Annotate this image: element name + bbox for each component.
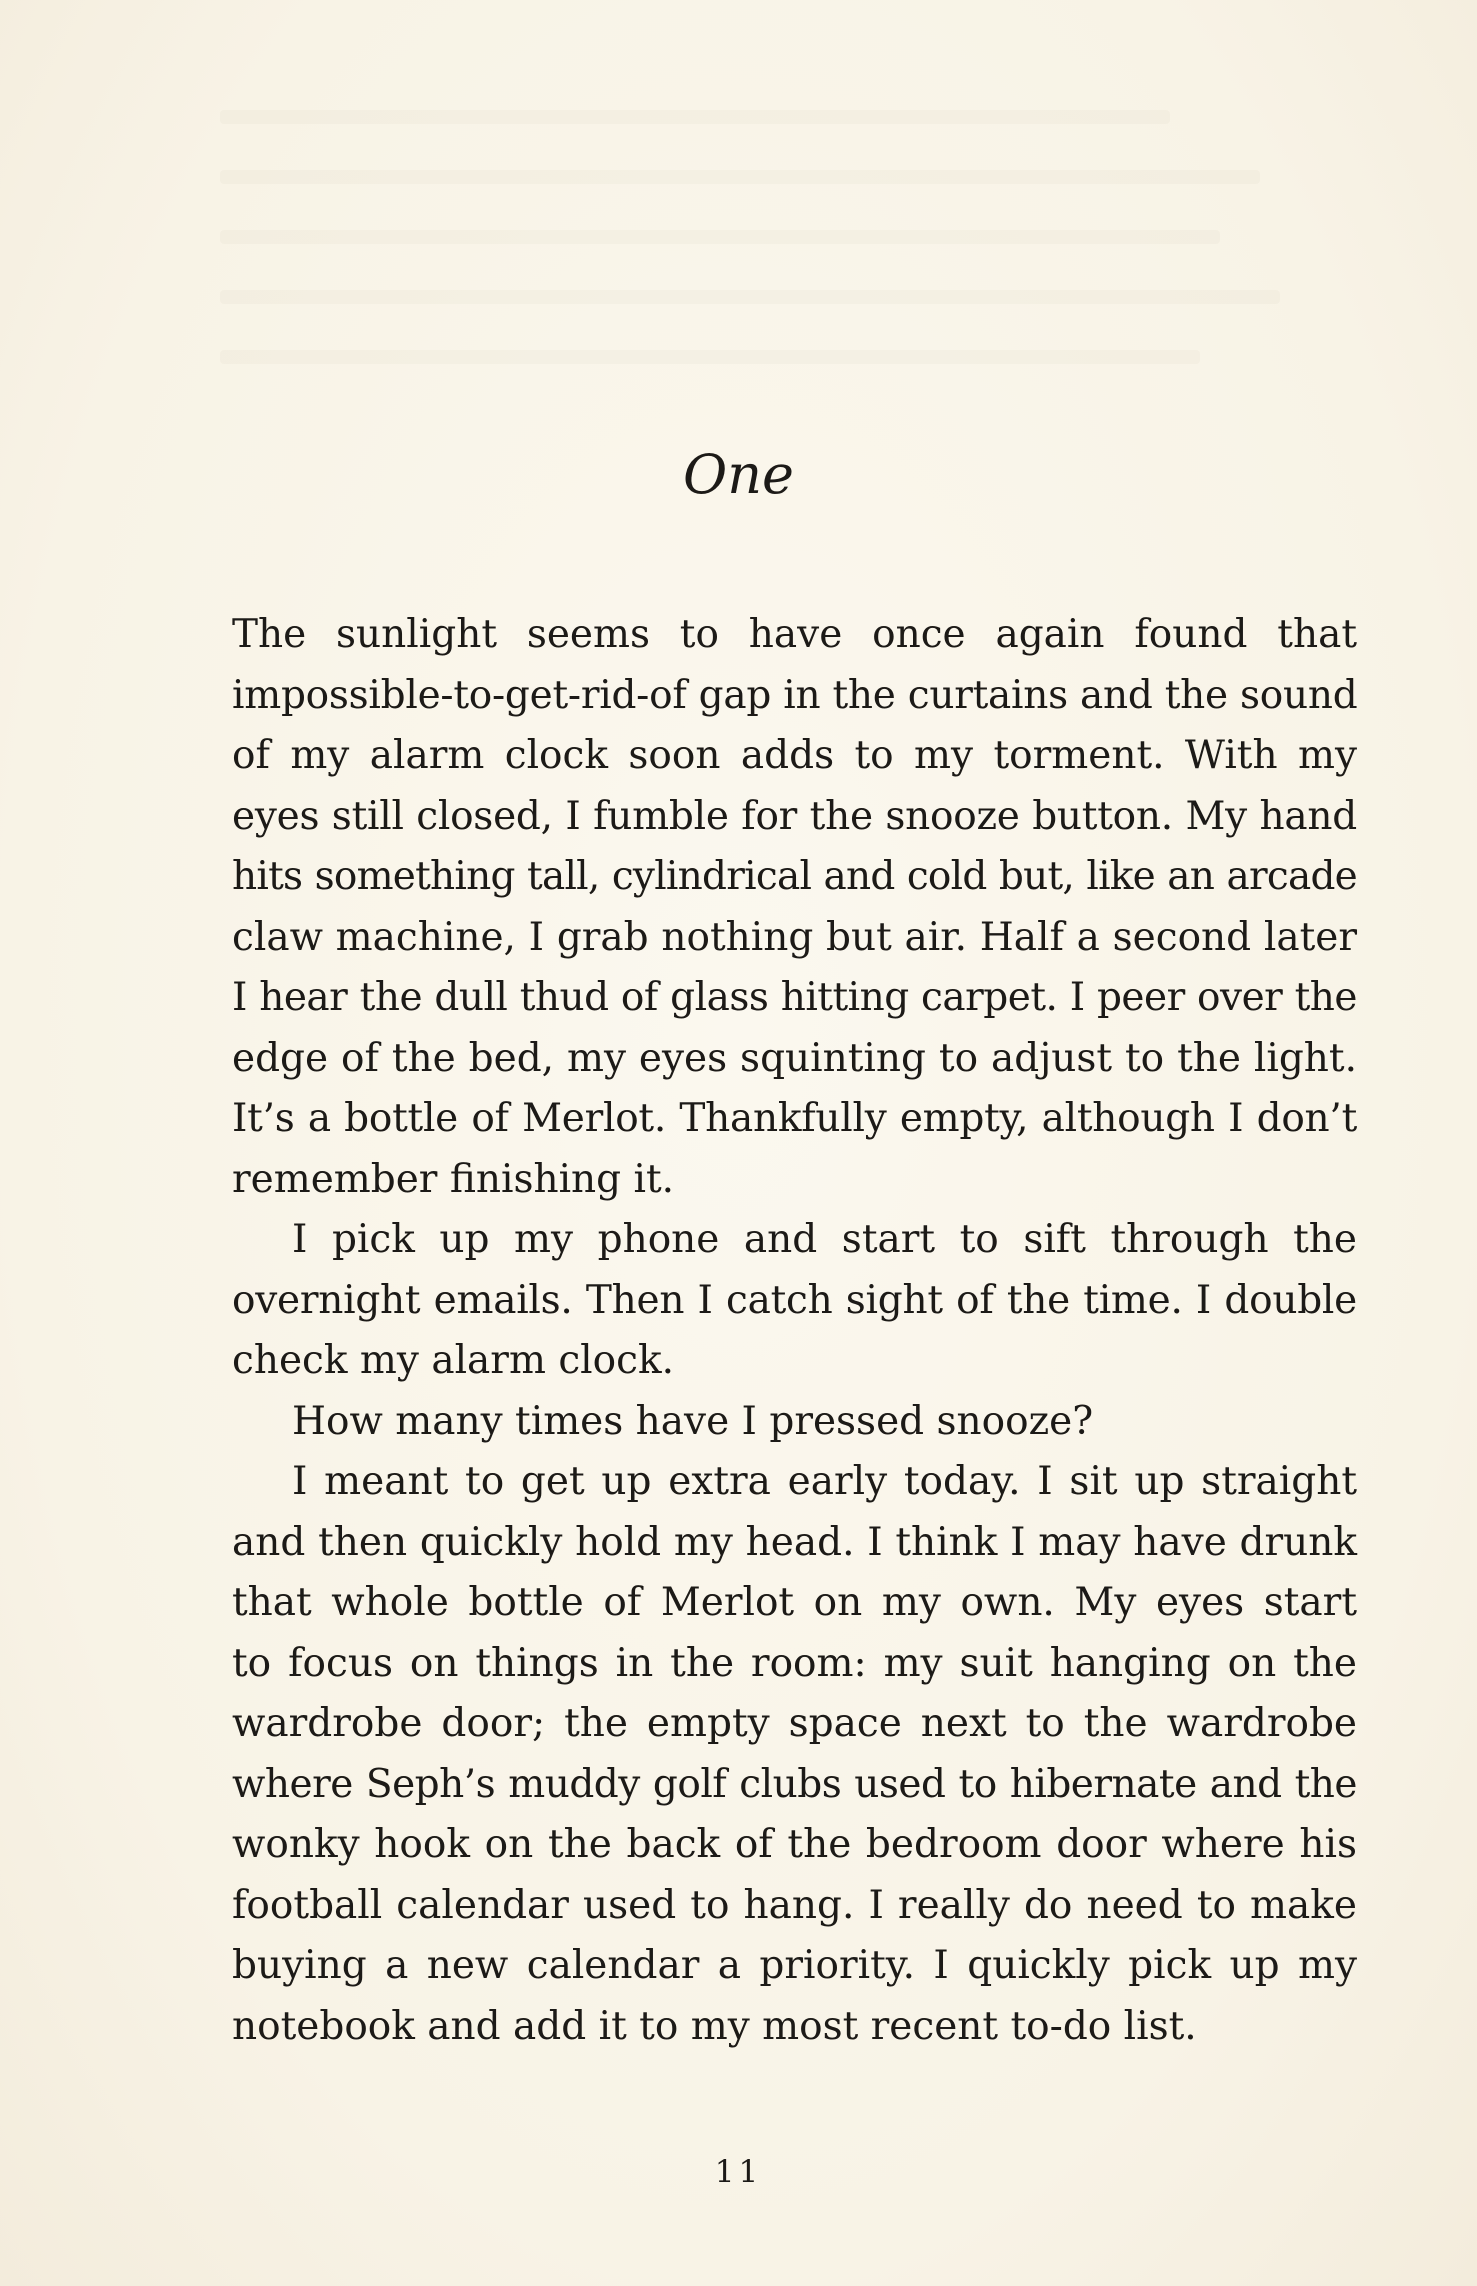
text-line: remember finishing it.: [232, 1156, 675, 1202]
text-line: impossible-to-get-rid-of gap in the curtains and the sound: [232, 672, 1358, 718]
text-line: football calendar used to hang. I really do need to make: [232, 1882, 1357, 1928]
text-line: eyes still closed, I fumble for the snooze button. My hand: [232, 793, 1357, 839]
text-line: of my alarm clock soon adds to my torment. With my: [232, 733, 1357, 778]
text-line: and then quickly hold my head. I think I may have drunk: [232, 1519, 1357, 1565]
text-line: I hear the dull thud of glass hitting carpet. I peer over the: [232, 975, 1357, 1020]
text-line: check my alarm clock.: [232, 1338, 674, 1383]
bleed-through-line: [220, 110, 1170, 124]
bleed-through-line: [220, 230, 1220, 244]
text-line: that whole bottle of Merlot on my own. My eyes start: [232, 1580, 1357, 1625]
chapter-body: [232, 605, 1357, 2057]
page-number: 11: [714, 2154, 763, 2190]
text-line: It’s a bottle of Merlot. Thankfully empty, although I don’t: [232, 1096, 1357, 1141]
bleed-through-line: [220, 350, 1200, 364]
chapter-title: One: [682, 443, 794, 506]
text-line: wardrobe door; the empty space next to the wardrobe: [232, 1701, 1357, 1746]
text-line: I meant to get up extra early today. I sit up straight: [292, 1459, 1357, 1504]
text-line: hits something tall, cylindrical and cold but, like an arcade: [232, 854, 1357, 899]
bleed-through-line: [220, 290, 1280, 304]
bleed-through-line: [220, 170, 1260, 184]
text-line: to focus on things in the room: my suit hanging on the: [232, 1640, 1357, 1686]
text-line: notebook and add it to my most recent to-do list.: [232, 2003, 1197, 2049]
text-line: I pick up my phone and start to sift through the: [292, 1217, 1357, 1262]
text-line: buying a new calendar a priority. I quickly pick up my: [232, 1943, 1357, 1988]
text-line: wonky hook on the back of the bedroom door where his: [232, 1822, 1357, 1867]
text-line: edge of the bed, my eyes squinting to adjust to the light.: [232, 1035, 1357, 1081]
text-line: overnight emails. Then I catch sight of the time. I double: [232, 1277, 1357, 1323]
text-line: The sunlight seems to have once again found that: [232, 612, 1357, 657]
text-line: How many times have I pressed snooze?: [292, 1398, 1094, 1444]
text-line: claw machine, I grab nothing but air. Half a second later: [232, 914, 1357, 960]
text-line: where Seph’s muddy golf clubs used to hibernate and the: [232, 1761, 1357, 1807]
